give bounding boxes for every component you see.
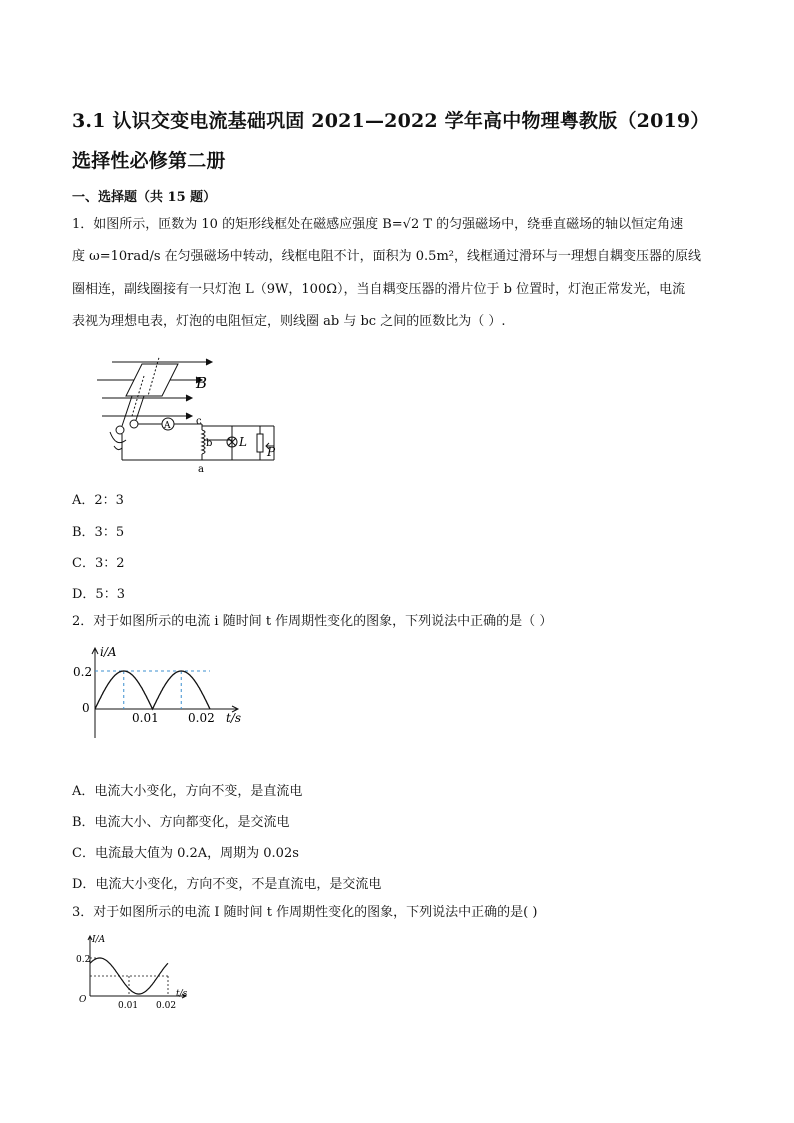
page-title: 3.1 认识交变电流基础巩固 2021—2022 学年高中物理粤教版（2019）	[72, 110, 710, 132]
q3-xtick-label-2: 0.02	[156, 1001, 177, 1010]
q3-chart	[76, 930, 196, 1010]
label-L: L	[239, 435, 247, 449]
q3-xtick-label-1: 0.01	[118, 1001, 139, 1010]
q3-origin-label: O	[79, 995, 87, 1005]
q1-stem-line3: 圈相连，副线圈接有一只灯泡 L（9W，100Ω），当自耦变压器的滑片位于 b 位置时，灯泡正常发光，电流	[72, 282, 686, 297]
label-A: A	[164, 421, 171, 431]
q1-option-b[interactable]: B．3：5	[72, 525, 125, 540]
q2-ytick-label: 0.2	[73, 665, 93, 679]
q2-option-a[interactable]: A．电流大小变化，方向不变，是直流电	[72, 784, 303, 799]
label-P: P	[267, 445, 276, 459]
q2-ylabel: i/A	[100, 645, 117, 659]
q1-stem-line2: 度 ω=10rad/s 在匀强磁场中转动，线框电阻不计，面积为 0.5m²，线框通过滑环与一理想自耦变压器的原线	[72, 249, 701, 264]
label-b: b	[206, 438, 213, 449]
sqrt-2: √2	[402, 217, 420, 232]
q3-xlabel: t/s	[176, 989, 188, 999]
label-a: a	[198, 464, 204, 475]
q2-xlabel: t/s	[226, 711, 242, 725]
q2-option-b[interactable]: B．电流大小、方向都变化，是交流电	[72, 815, 290, 830]
q1-stem-line1: 1．如图所示，匝数为 10 的矩形线框处在磁感应强度 B=√2 T 的匀强磁场中，绕垂直磁场的轴以恒定角速	[72, 217, 684, 232]
q1-option-a[interactable]: A．2：3	[72, 493, 124, 508]
q1-stem-line4: 表视为理想电表，灯泡的电阻恒定，则线圈 ab 与 bc 之间的匝数比为（ ）.	[72, 314, 506, 329]
q2-option-c[interactable]: C．电流最大值为 0.2A，周期为 0.02s	[72, 846, 299, 861]
q1-option-c[interactable]: C．3：2	[72, 556, 125, 571]
page-title-line2: 选择性必修第二册	[72, 150, 226, 172]
q3-ylabel: I/A	[92, 935, 106, 945]
q2-stem: 2．对于如图所示的电流 i 随时间 t 作周期性变化的图象，下列说法中正确的是（ ）	[72, 614, 553, 629]
label-c: c	[196, 416, 202, 427]
q2-chart	[70, 640, 260, 744]
label-B: B	[196, 374, 208, 392]
q2-xtick-label-1: 0.01	[132, 711, 159, 725]
q3-stem: 3．对于如图所示的电流 I 随时间 t 作周期性变化的图象，下列说法中正确的是( )	[72, 905, 538, 920]
q2-origin-label: 0	[82, 701, 90, 715]
q3-ytick-label: 0.2	[76, 955, 91, 965]
q2-xtick-label-2: 0.02	[188, 711, 215, 725]
section-heading: 一、选择题（共 15 题）	[72, 190, 217, 205]
q2-series-line	[95, 671, 210, 709]
q2-option-d[interactable]: D．电流大小变化，方向不变，不是直流电，是交流电	[72, 877, 382, 892]
q1-option-d[interactable]: D．5：3	[72, 587, 125, 602]
q1-circuit-figure	[92, 356, 312, 478]
